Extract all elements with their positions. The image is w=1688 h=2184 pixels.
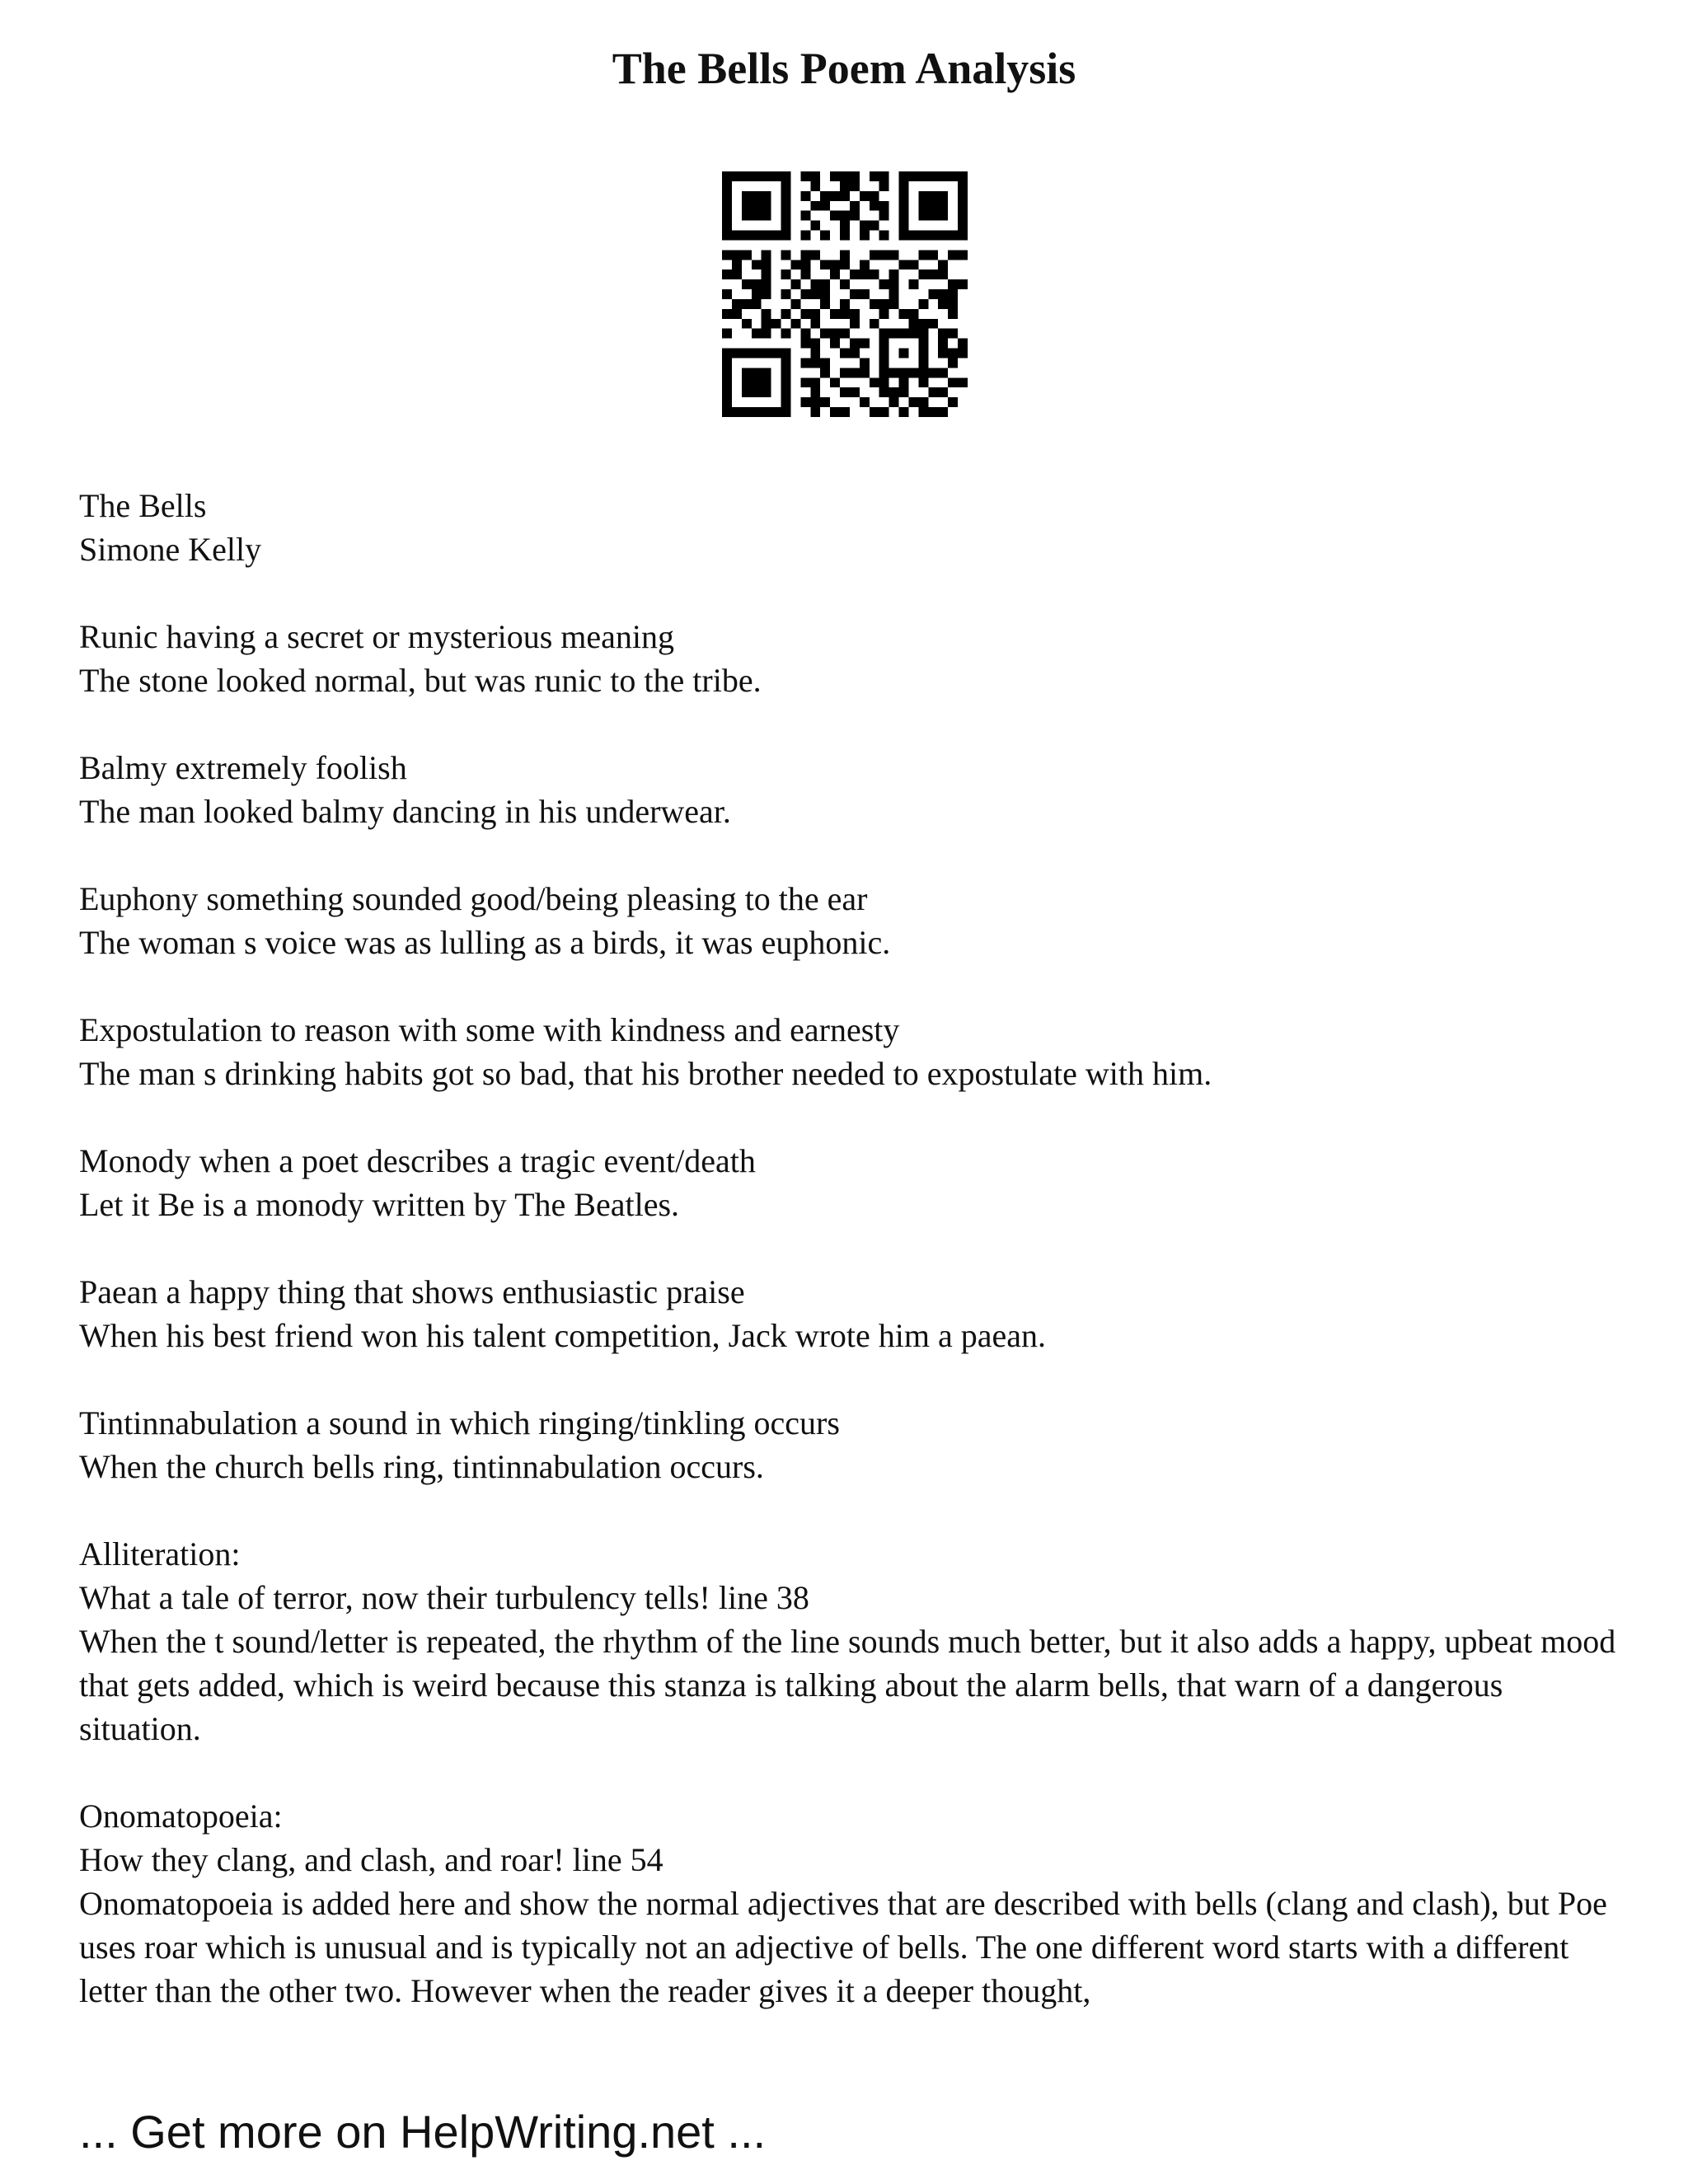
vocab-example: When the church bells ring, tintinnabulation occurs. — [79, 1448, 764, 1485]
vocab-example: Let it Be is a monody written by The Beatles. — [79, 1186, 680, 1223]
qr-code-icon — [722, 171, 968, 417]
vocab-entry — [79, 1270, 1620, 1357]
poem-title: The Bells — [79, 487, 207, 524]
vocab-definition: Tintinnabulation a sound in which ringing/tinkling occurs — [79, 1404, 840, 1441]
device-section-alliteration — [79, 1532, 1620, 1750]
device-analysis: Onomatopoeia is added here and show the normal adjectives that are described with bells (clang and clash), but Poe uses roar which is unusual and is typically not an adjective of bells. The one different word starts with a different letter than the other two. However when the reader gives it a deeper thought, — [79, 1885, 1607, 2009]
vocab-example: The man s drinking habits got so bad, that his brother needed to expostulate with him. — [79, 1055, 1212, 1092]
vocab-definition: Monody when a poet describes a tragic event/death — [79, 1142, 756, 1179]
footer-link[interactable]: ... Get more on HelpWriting.net ... — [79, 2106, 767, 2158]
vocab-definition: Expostulation to reason with some with kindness and earnesty — [79, 1011, 900, 1048]
device-heading: Onomatopoeia: — [79, 1797, 283, 1835]
vocab-entry — [79, 877, 1620, 964]
vocab-definition: Euphony something sounded good/being pleasing to the ear — [79, 880, 868, 917]
device-quote: How they clang, and clash, and roar! line 54 — [79, 1841, 663, 1878]
page-title: The Bells Poem Analysis — [612, 44, 1076, 93]
vocab-entry — [79, 1008, 1620, 1095]
vocab-example: The stone looked normal, but was runic to the tribe. — [79, 662, 762, 699]
poem-header — [79, 484, 1620, 571]
device-heading: Alliteration: — [79, 1535, 241, 1572]
author-name: Simone Kelly — [79, 531, 262, 568]
vocab-example: The woman s voice was as lulling as a birds, it was euphonic. — [79, 924, 891, 961]
vocab-entry — [79, 615, 1620, 702]
device-analysis: When the t sound/letter is repeated, the rhythm of the line sounds much better, but it also adds a happy, upbeat mood that gets added, which is weird because this stanza is talking about the alarm bells, that warn of a dangerous situation. — [79, 1623, 1616, 1747]
document-body — [79, 484, 1620, 2056]
vocab-definition: Balmy extremely foolish — [79, 749, 407, 786]
vocab-entry — [79, 746, 1620, 833]
vocab-definition: Runic having a secret or mysterious meaning — [79, 618, 675, 655]
vocab-example: The man looked balmy dancing in his underwear. — [79, 793, 731, 830]
device-quote: What a tale of terror, now their turbulency tells! line 38 — [79, 1579, 809, 1616]
vocab-entry — [79, 1401, 1620, 1488]
device-section-onomatopoeia — [79, 1794, 1620, 2013]
vocab-definition: Paean a happy thing that shows enthusiastic praise — [79, 1273, 745, 1310]
vocab-entry — [79, 1139, 1620, 1226]
vocab-example: When his best friend won his talent competition, Jack wrote him a paean. — [79, 1317, 1047, 1354]
